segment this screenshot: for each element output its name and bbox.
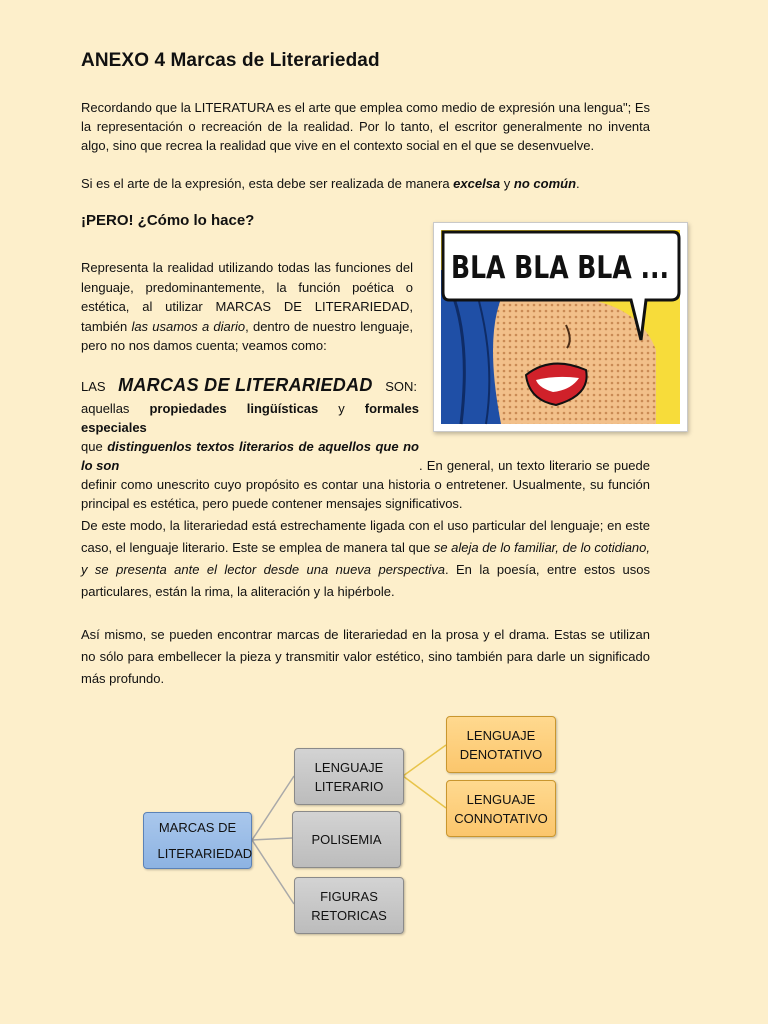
- diagram-literario-node: [294, 748, 404, 805]
- art-emphasis-2: no común: [513, 176, 577, 191]
- diagram-literario-label: LENGUAJE LITERARIO: [314, 759, 384, 794]
- modo-italic: se aleja de lo familiar, de lo cotidiano, y se presenta ante el lector desde una nueva perspectiva: [81, 540, 651, 577]
- marcas-bold-2: formales especiales: [81, 401, 419, 435]
- diagram-root-node: [143, 812, 252, 869]
- art-text-3: .: [576, 176, 580, 191]
- diagram-connotativo-node: [446, 780, 556, 837]
- comic-bubble-text: BLA BLA BLA ...: [451, 250, 669, 286]
- section-heading: ¡PERO! ¿Cómo lo hace?: [81, 212, 255, 229]
- marcas-big-title: MARCAS DE LITERARIEDAD: [118, 375, 373, 395]
- art-text-2: y: [500, 176, 514, 191]
- represent-text-1: Representa la realidad utilizando todas las funciones del lenguaje, predominantemente, la función poética o estética, al utilizar MARCAS DE LITERARIEDAD, también: [81, 260, 413, 334]
- intro-paragraph: Recordando que la LITERATURA es el arte que emplea como medio de expresión una lengua"; Es la representación o recreación de la realidad. Por lo tanto, el escritor generalmente no inventa algo, sino que recrea la realidad que vive en el contexto social en el que se desenvuelve.: [81, 100, 650, 153]
- marcas-text-3: que: [81, 439, 108, 454]
- art-emphasis-1: excelsa: [453, 176, 501, 191]
- diagram-polisemia-node: [292, 811, 401, 868]
- art-text-1: Si es el arte de la expresión, esta debe ser realizada de manera: [81, 176, 454, 191]
- diagram-denotativo-node: [446, 716, 556, 773]
- marcas-bold-italic: distinguenlos textos literarios de aquellos que no lo son: [81, 439, 419, 473]
- asi-paragraph: Así mismo, se pueden encontrar marcas de literariedad en la prosa y el drama. Estas se utilizan no sólo para embellecer la pieza y transmitir valor estético, sino también para darle un significado más profundo.: [81, 627, 650, 686]
- modo-text-1: De este modo, la literariedad está estrechamente ligada con el uso particular del lenguaje; en este caso, el lenguaje literario. Este se emplea de manera tal que: [81, 518, 650, 555]
- represent-italic: las usamos a diario: [131, 318, 246, 334]
- marcas-text-4: . En general, un texto literario se puede definir como unescrito cuyo propósito es contar una historia o entretener. Usualmente, su función principal es estética, pero puede contener mensajes significativos.: [81, 458, 650, 511]
- diagram-figuras-label: FIGURAS RETORICAS: [311, 888, 387, 923]
- marcas-text-2: y: [318, 401, 365, 416]
- diagram-connotativo-label: LENGUAJE CONNOTATIVO: [454, 791, 548, 826]
- modo-text-2: . En la poesía, entre estos usos particulares, están la rima, la aliteración y la hipérbole.: [81, 562, 650, 599]
- diagram-denotativo-label: LENGUAJE DENOTATIVO: [459, 727, 543, 762]
- marcas-las: LAS: [81, 379, 106, 394]
- marcas-text-1: aquellas: [81, 401, 150, 416]
- diagram-root-label: MARCAS DE LITERARIEDAD: [157, 819, 253, 861]
- marcas-son: SON:: [385, 379, 417, 394]
- page-title: ANEXO 4 Marcas de Literariedad: [81, 50, 380, 71]
- marcas-bold-1: propiedades lingüísticas: [149, 401, 319, 416]
- diagram-figuras-node: [294, 877, 404, 934]
- represent-text-2: , dentro de nuestro lenguaje, pero no nos damos cuenta; veamos como:: [81, 318, 413, 353]
- diagram-polisemia-label: POLISEMIA: [311, 832, 382, 847]
